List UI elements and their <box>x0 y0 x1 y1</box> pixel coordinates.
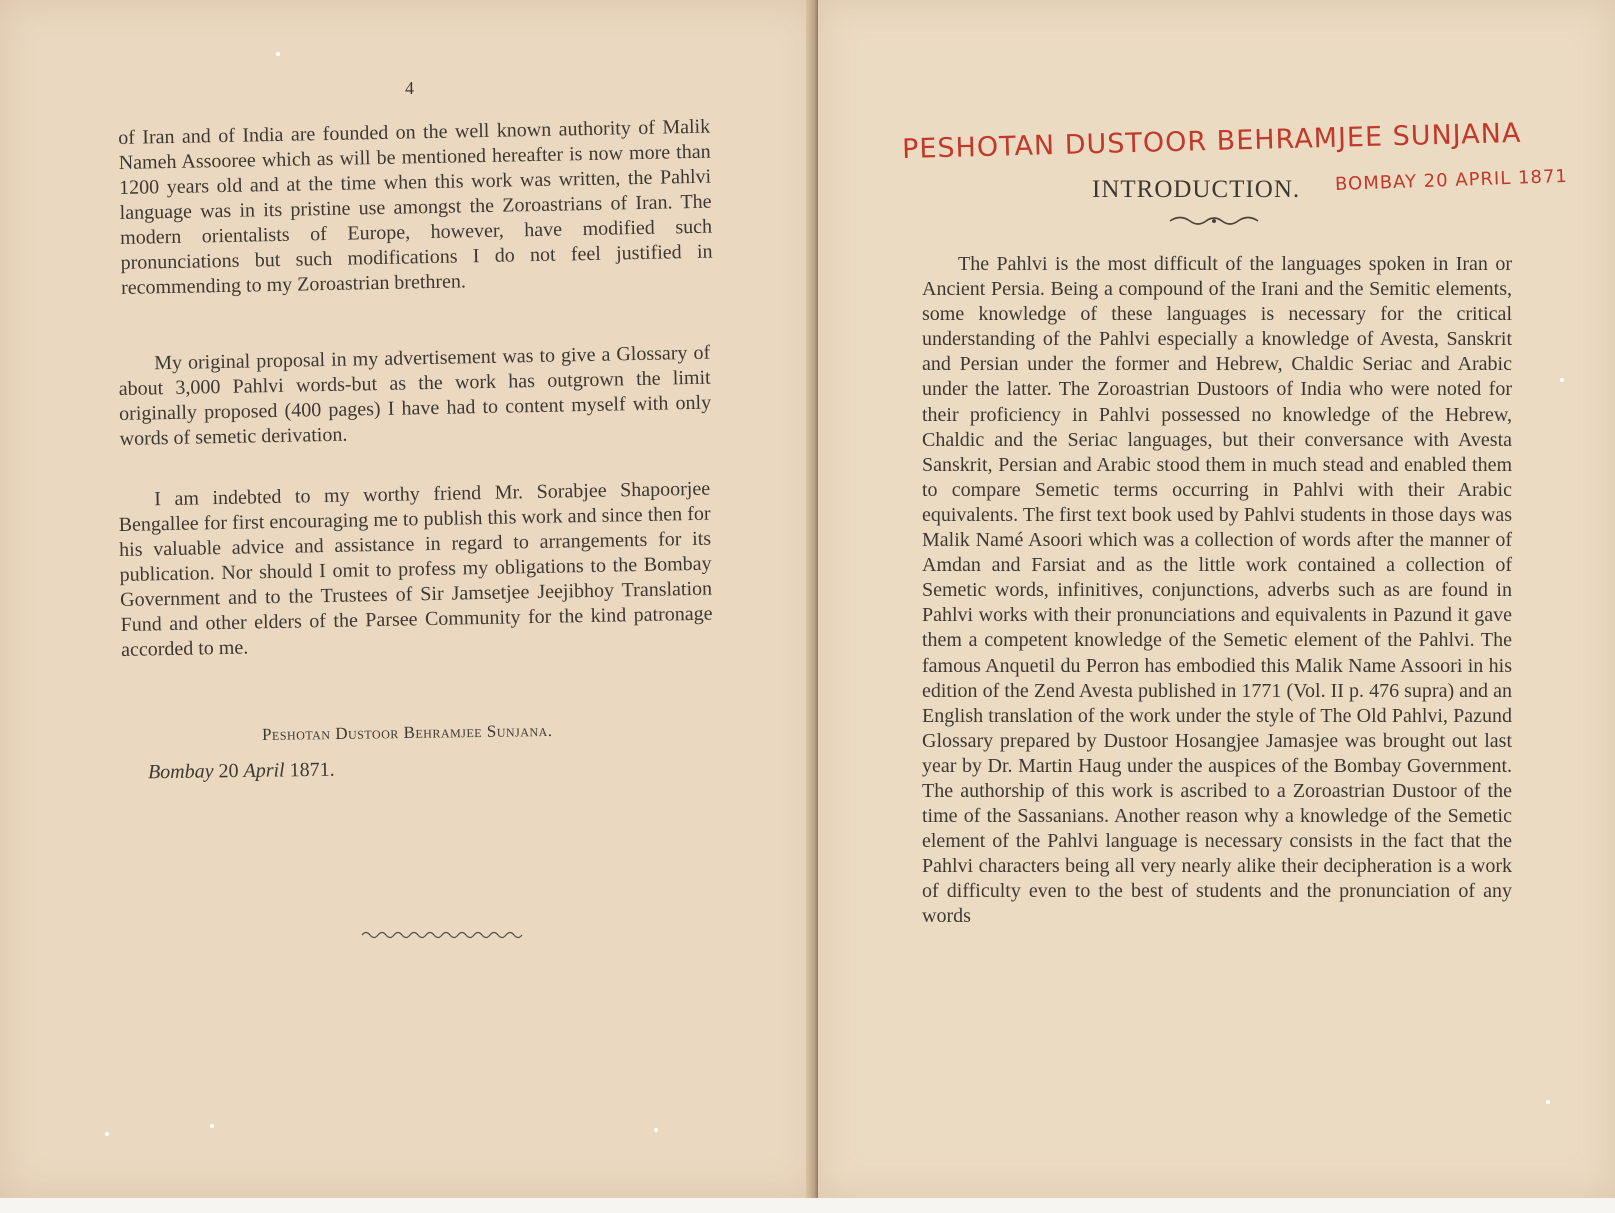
page-number: 4 <box>405 78 414 98</box>
paper-fleck <box>1546 1100 1550 1104</box>
paper-fleck <box>276 52 280 56</box>
introduction-heading: INTRODUCTION. <box>1092 176 1301 203</box>
scan-bottom-margin <box>0 1198 1615 1213</box>
paper-fleck <box>210 1124 214 1128</box>
paper-fleck <box>1560 378 1564 382</box>
author-signature: Peshotan Dustoor Behramjee Sunjana. <box>261 720 553 745</box>
heading-ornament-icon <box>1168 214 1260 228</box>
handwritten-author-name: PESHOTAN DUSTOOR BEHRAMJEE SUNJANA <box>901 117 1522 166</box>
paper-fleck <box>654 1128 658 1132</box>
paper-fleck <box>105 1132 109 1136</box>
left-paragraph-2: My original proposal in my advertisement was to give a Glossary of about 3,000 Pahlvi words-but as the work has outgrown the limit originally proposed (400 pages) I have had to content myself with only words of semetic derivation. <box>118 341 712 450</box>
place-date <box>148 759 335 785</box>
place: Bombay <box>147 760 214 784</box>
left-paragraph-3: I am indebted to my worthy friend Mr. Sorabjee Shapoorjee Bengallee for first encouraging me to publish this work and since then for his valuable advice and assistance in regard to arrangements for its publication. Nor should I omit to profess my obligations to the Bombay Government and to the Trustees of Sir Jamsetjee Jeejibhoy Translation Fund and other elders of the Parsee Community for the kind patronage accorded to me. <box>118 477 713 661</box>
day: 20 <box>218 760 239 783</box>
year: 1871. <box>289 758 335 782</box>
end-ornament-icon <box>360 928 530 940</box>
left-paragraph-1: of Iran and of India are founded on the well known authority of Malik Nameh Assooree which as will be mentioned hereafter is now more than 1200 years old and at the time when this work was written, the Pahlvi language was in its pristine use amongst the Zoroastrians of Iran. The modern orientalists of Europe, however, have modified such pronunciations but such modifications I do not feel justified in recommending to my Zoroastrian brethren. <box>118 115 713 299</box>
introduction-paragraph: The Pahlvi is the most difficult of the languages spoken in Iran or Ancient Persia. Being a compound of the Irani and the Semitic elements, some knowledge of these languages is necessary for the critical understanding of the Pahlvi especially a knowledge of Avesta, Sanskrit and Persian under the former and Hebrew, Chaldic Seriac and Arabic under the latter. The Zoroastrian Dustoors of India who were noted for their proficiency in Pahlvi possessed no knowledge of the Hebrew, Chaldic and the Seriac languages, but their conversance with Avesta Sanskrit, Persian and Arabic stood them in much stead and enabled them to compare Semetic terms occurring in Pahlvi with their Arabic equivalents. The first text book used by Pahlvi students in those days was Malik Namé Asoori which was a collection of words after the manner of Amdan and Farsiat and as the little work contained a collection of Semetic words, infinitives, conjunctions, adverbs such as are found in Pahlvi works with their pronunciations and equivalents in Pazund it gave them a competent knowledge of the Semetic element of the Pahlvi. The famous Anquetil du Perron has embodied this Malik Name Assoori in his edition of the Zend Avesta published in 1771 (Vol. II p. 476 supra) and an English translation of the work under the style of The Old Pahlvi, Pazund Glossary prepared by Dustoor Hosangjee Jamasjee was brought out last year by Dr. Martin Haug under the auspices of the Bombay Government. The authorship of this work is ascribed to a Zoroastrian Dustoor of the time of the Sassanians. Another reason why a knowledge of the Semetic element of the Pahlvi language is necessary consists in the fact that the Pahlvi characters being all very nearly alike their decipheration is a work of difficulty even to the best of students and the pronunciation of any words <box>922 253 1512 928</box>
month: April <box>243 759 285 782</box>
handwritten-date: BOMBAY 20 APRIL 1871 <box>1334 165 1569 196</box>
